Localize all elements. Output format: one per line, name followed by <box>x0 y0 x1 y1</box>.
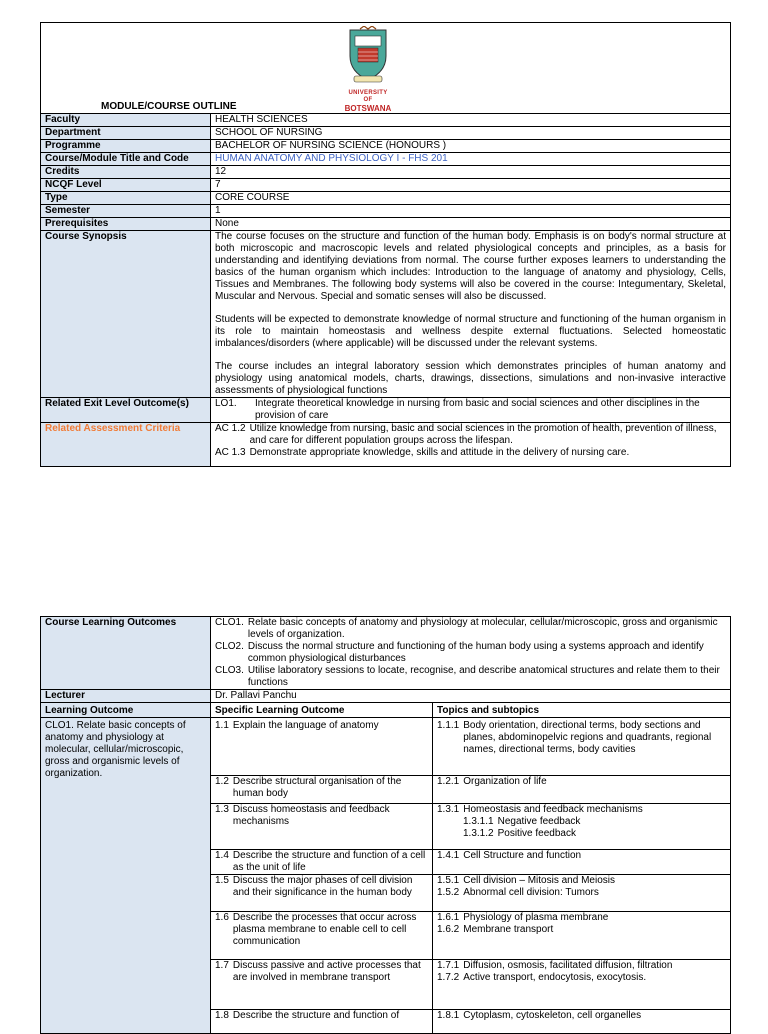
slo-text: Describe the processes that occur across plasma membrane to enable cell to cell communication <box>232 912 417 947</box>
clo-code: CLO3. <box>215 665 244 676</box>
assessment-code: AC 1.3 <box>215 447 246 458</box>
slo-code: 1.7 <box>215 960 229 971</box>
exit-outcome-value <box>211 398 731 423</box>
subtopic-text: Positive feedback <box>497 828 576 839</box>
clo-text: Relate basic concepts of anatomy and physiology at molecular, cellular/microscopic, gross and organismic levels of organization. <box>247 617 718 640</box>
topic-code: 1.7.2 <box>437 972 460 983</box>
lecturer-value: Dr. Pallavi Panchu <box>211 690 731 703</box>
lo-header-learning-outcome: Learning Outcome <box>41 703 211 718</box>
clo-row <box>41 617 731 690</box>
assessment-code: AC 1.2 <box>215 423 246 434</box>
subtopic-code: 1.3.1.2 <box>463 828 494 839</box>
info-value: 7 <box>211 179 731 192</box>
topic-text: Cytoplasm, cytoskeleton, cell organelles <box>463 1010 642 1021</box>
topic-cell <box>433 804 731 850</box>
slo-text: Describe the structure and function of <box>232 1010 400 1021</box>
synopsis-paragraph: The course focuses on the structure and function of the human body. Emphasis is on body's normal structure at both microscopic and macroscopic levels and related physiological concepts and principles, as a basis for understanding and identifying deviations from normal. The course further exposes learners to understanding the basics of the human organism which includes: Introduction to the language of anatomy and physiology, Cells, Tissues and Membranes. The following body systems will also be covered in the course: Integumentary, Skeletal, Muscular and Nervous. Special and somatic senses will also be discussed. <box>215 231 726 302</box>
synopsis-text <box>211 231 731 398</box>
logo-line-3: BOTSWANA <box>344 104 392 113</box>
info-label: Prerequisites <box>41 218 211 231</box>
crest-icon <box>346 26 390 86</box>
exit-outcome-code: LO1. <box>215 398 237 409</box>
synopsis-paragraph: The course includes an integral laboratory session which demonstrates principles of human anatomy and physiology using anatomical models, charts, drawings, dissections, simulations and non-invasive interactive assessments of physiological functions <box>215 361 726 396</box>
assessment-value <box>211 423 731 467</box>
topic-cell <box>433 850 731 875</box>
info-label: Semester <box>41 205 211 218</box>
assessment-text: Demonstrate appropriate knowledge, skills and attitude in the delivery of nursing care. <box>249 447 630 458</box>
topic-cell <box>433 960 731 1010</box>
slo-cell <box>211 850 433 875</box>
info-value: BACHELOR OF NURSING SCIENCE (HONOURS ) <box>211 140 731 153</box>
info-value: CORE COURSE <box>211 192 731 205</box>
lo-header-row <box>41 703 731 718</box>
topic-cell <box>433 776 731 804</box>
logo-line-2: OF <box>363 97 373 103</box>
header-cell <box>41 23 731 114</box>
info-row-semester <box>41 205 731 218</box>
lo-header-specific: Specific Learning Outcome <box>211 703 433 718</box>
lecturer-label: Lecturer <box>41 690 211 703</box>
topic-cell <box>433 875 731 912</box>
assessment-row <box>41 423 731 467</box>
slo-code: 1.8 <box>215 1010 229 1021</box>
synopsis-paragraph: Students will be expected to demonstrate knowledge of normal structure and functioning of the human organism in its role to maintain homeostasis and wellness despite external fluctuations. Selected homeostatic imbalances/disorders (where applicable) will be discussed under the relevant systems. <box>215 314 726 349</box>
slo-text: Discuss homeostasis and feedback mechanisms <box>232 804 390 827</box>
slo-cell <box>211 1010 433 1034</box>
topic-text: Physiology of plasma membrane <box>463 912 609 923</box>
slo-text: Describe the structure and function of a cell as the unit of life <box>232 850 426 873</box>
info-label: Credits <box>41 166 211 179</box>
lo-header-topics: Topics and subtopics <box>433 703 731 718</box>
topic-code: 1.4.1 <box>437 850 460 861</box>
topic-code: 1.7.1 <box>437 960 460 971</box>
clo-text: Utilise laboratory sessions to locate, recognise, and describe anatomical structures and relate them to their functions <box>247 665 720 688</box>
university-logo <box>337 26 399 113</box>
info-row-credits <box>41 166 731 179</box>
info-value: None <box>211 218 731 231</box>
slo-cell <box>211 912 433 960</box>
topic-text: Abnormal cell division: Tumors <box>463 887 599 898</box>
lecturer-row <box>41 690 731 703</box>
info-value: SCHOOL OF NURSING <box>211 127 731 140</box>
clo-label: Course Learning Outcomes <box>41 617 211 690</box>
exit-outcome-label: Related Exit Level Outcome(s) <box>41 398 211 423</box>
topic-text: Cell Structure and function <box>463 850 582 861</box>
slo-code: 1.3 <box>215 804 229 815</box>
topic-text: Organization of life <box>463 776 547 787</box>
slo-cell <box>211 804 433 850</box>
synopsis-label: Course Synopsis <box>41 231 211 398</box>
exit-outcome-text: Integrate theoretical knowledge in nursing from basic and social sciences and other disciplines in the provision of care <box>255 398 700 421</box>
info-label: Programme <box>41 140 211 153</box>
topic-text: Homeostasis and feedback mechanisms <box>463 804 643 815</box>
slo-cell <box>211 718 433 776</box>
slo-code: 1.1 <box>215 720 229 731</box>
topic-text: Diffusion, osmosis, facilitated diffusion, filtration <box>463 960 673 971</box>
topic-code: 1.6.2 <box>437 924 460 935</box>
info-label: Department <box>41 127 211 140</box>
slo-code: 1.4 <box>215 850 229 861</box>
subtopic-text: Negative feedback <box>497 816 581 827</box>
info-value: HUMAN ANATOMY AND PHYSIOLOGY I - FHS 201 <box>211 153 731 166</box>
topic-code: 1.3.1 <box>437 804 460 815</box>
info-value: HEALTH SCIENCES <box>211 114 731 127</box>
topic-code: 1.6.1 <box>437 912 460 923</box>
topic-text: Membrane transport <box>463 924 554 935</box>
clo-code: CLO1. <box>215 617 244 628</box>
topic-code: 1.8.1 <box>437 1010 460 1021</box>
info-row-department <box>41 127 731 140</box>
clo-code: CLO2. <box>215 641 244 652</box>
topic-code: 1.2.1 <box>437 776 460 787</box>
learning-outcomes-table <box>40 616 731 1034</box>
assessment-text: Utilize knowledge from nursing, basic and social sciences in the promotion of health, prevention of illness, and care for different population groups across the lifespan. <box>249 423 717 446</box>
lo-main-outcome: CLO1. Relate basic concepts of anatomy and physiology at molecular, cellular/microscopic, gross and organismic levels of organization. <box>41 718 211 1034</box>
topic-code: 1.5.1 <box>437 875 460 886</box>
info-row-ncqf <box>41 179 731 192</box>
slo-cell <box>211 776 433 804</box>
synopsis-row <box>41 231 731 398</box>
exit-outcome-row <box>41 398 731 423</box>
subtopic-code: 1.3.1.1 <box>463 816 494 827</box>
document-title: MODULE/COURSE OUTLINE <box>101 101 237 112</box>
course-outline-table <box>40 22 731 467</box>
info-label: Faculty <box>41 114 211 127</box>
info-label: NCQF Level <box>41 179 211 192</box>
topic-text: Body orientation, directional terms, body sections and planes, abdominopelvic regions and quadrants, regional names, directional terms, body cavities <box>463 720 712 755</box>
info-row-faculty <box>41 114 731 127</box>
slo-code: 1.6 <box>215 912 229 923</box>
logo-line-1: UNIVERSITY <box>348 90 388 96</box>
info-value: 1 <box>211 205 731 218</box>
info-row-prerequisites <box>41 218 731 231</box>
clo-text: Discuss the normal structure and functioning of the human body using a systems approach and identify common physiological disturbances <box>247 641 704 664</box>
slo-cell <box>211 960 433 1010</box>
info-row-type <box>41 192 731 205</box>
assessment-label: Related Assessment Criteria <box>41 423 211 467</box>
info-label: Course/Module Title and Code <box>41 153 211 166</box>
slo-text: Explain the language of anatomy <box>232 720 379 731</box>
info-label: Type <box>41 192 211 205</box>
topic-cell <box>433 1010 731 1034</box>
lo-row <box>41 718 731 776</box>
topic-text: Cell division – Mitosis and Meiosis <box>463 875 615 886</box>
slo-cell <box>211 875 433 912</box>
info-value: 12 <box>211 166 731 179</box>
topic-text: Active transport, endocytosis, exocytosis. <box>463 972 647 983</box>
info-row-programme <box>41 140 731 153</box>
topic-code: 1.5.2 <box>437 887 460 898</box>
slo-code: 1.5 <box>215 875 229 886</box>
clo-value <box>211 617 731 690</box>
slo-text: Describe structural organisation of the human body <box>232 776 402 799</box>
slo-code: 1.2 <box>215 776 229 787</box>
topic-cell <box>433 912 731 960</box>
topic-code: 1.1.1 <box>437 720 460 731</box>
info-row-course-title <box>41 153 731 166</box>
slo-text: Discuss passive and active processes that are involved in membrane transport <box>232 960 421 983</box>
topic-cell <box>433 718 731 776</box>
slo-text: Discuss the major phases of cell division and their significance in the human body <box>232 875 413 898</box>
